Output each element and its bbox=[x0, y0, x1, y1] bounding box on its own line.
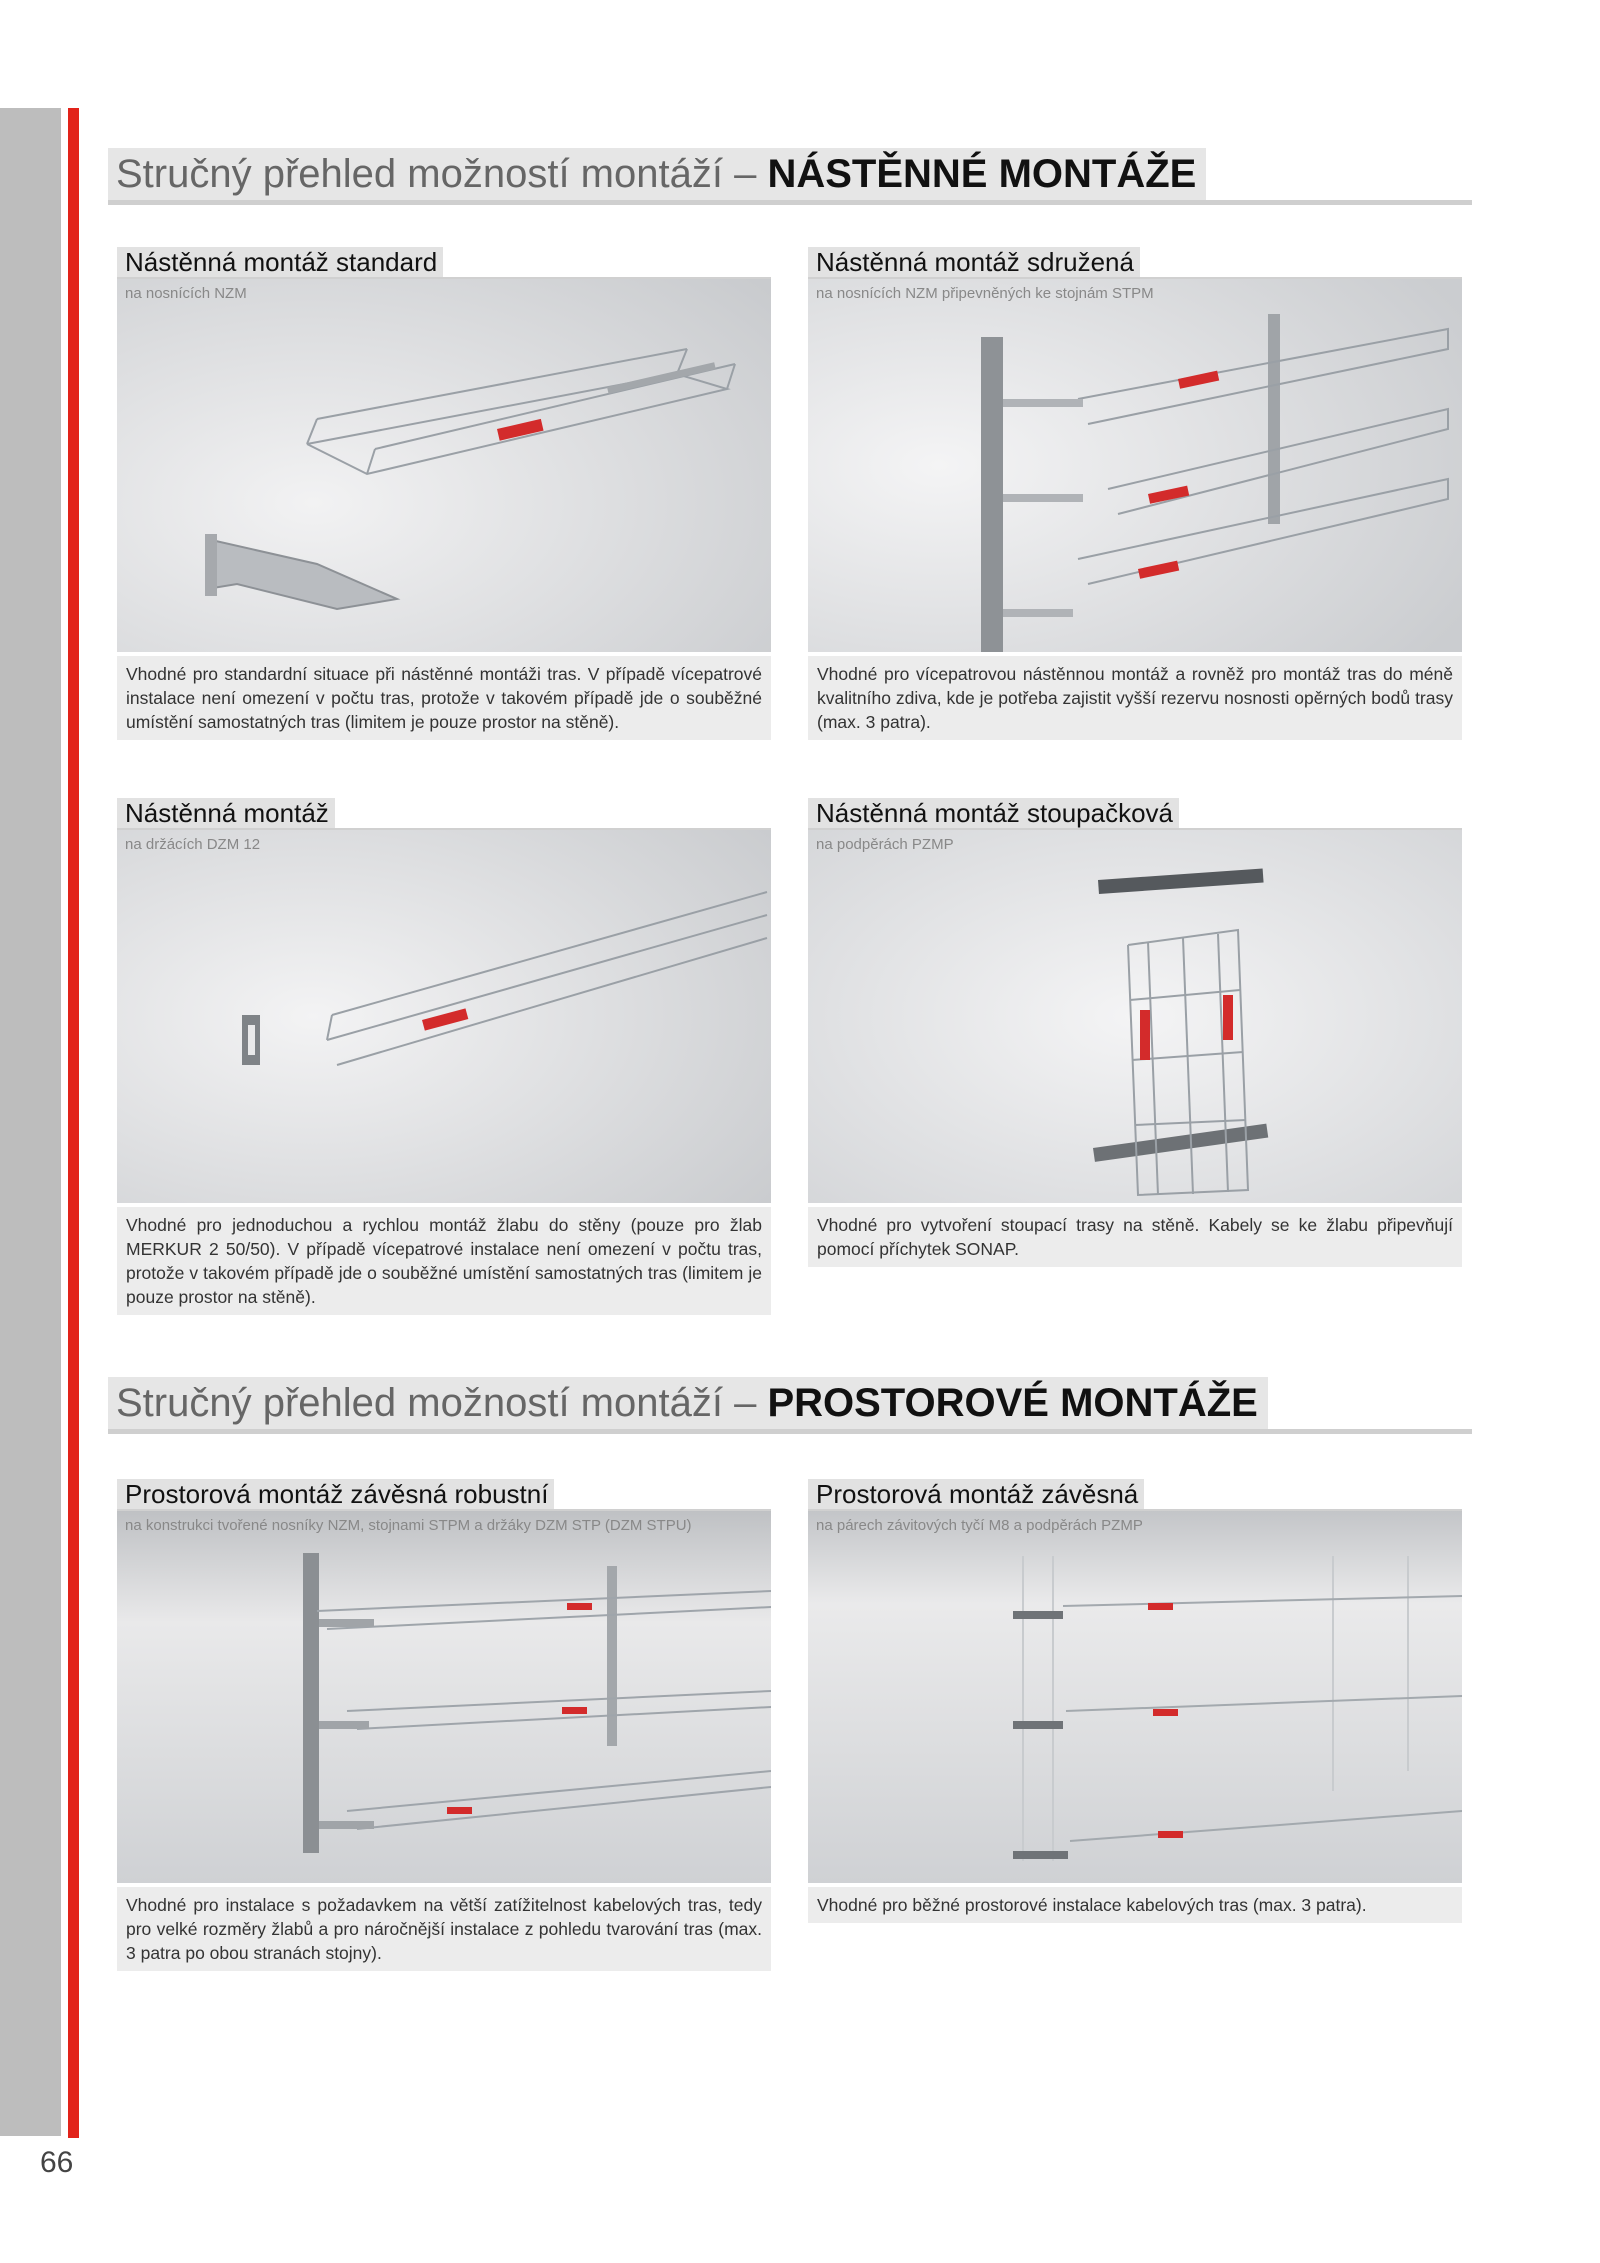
photo-space-suspended bbox=[808, 1511, 1462, 1883]
card-title-bar bbox=[117, 1479, 771, 1511]
card-description: Vhodné pro běžné prostorové instalace kabelových tras (max. 3 patra). bbox=[808, 1887, 1462, 1923]
card-description: Vhodné pro standardní situace při nástěnné montáži tras. V případě vícepatrové instalace není omezení v počtu tras, protože v takovém případě jde o souběžné umístění samostatných tras (limitem je pouze prostor na stěně). bbox=[117, 656, 771, 740]
section-heading-space-light: Stručný přehled možností montáží – bbox=[116, 1381, 768, 1425]
photo-illustration bbox=[117, 830, 771, 1203]
card-wall-combined bbox=[808, 247, 1462, 740]
photo-illustration bbox=[808, 830, 1462, 1203]
photo-illustration bbox=[808, 279, 1462, 652]
card-wall-riser bbox=[808, 798, 1462, 1267]
section-heading-wall bbox=[108, 148, 1472, 205]
card-subtitle: na nosnících NZM bbox=[125, 285, 247, 302]
card-title: Nástěnná montáž standard bbox=[117, 247, 443, 277]
section-heading-space-bold: PROSTOROVÉ MONTÁŽE bbox=[767, 1381, 1258, 1425]
photo-wall-combined bbox=[808, 279, 1462, 652]
card-description: Vhodné pro instalace s požadavkem na větší zatížitelnost kabelových tras, tedy pro velké rozměry žlabů a pro náročnější instalace z pohledu tvarování tras (max. 3 patra po obou stranách stojny). bbox=[117, 1887, 771, 1971]
section-heading-wall-pill bbox=[108, 148, 1206, 200]
card-subtitle: na párech závitových tyčí M8 a podpěrách PZMP bbox=[816, 1517, 1143, 1534]
card-subtitle: na konstrukci tvořené nosníky NZM, stojnami STPM a držáky DZM STP (DZM STPU) bbox=[125, 1517, 692, 1534]
card-title-bar bbox=[808, 247, 1462, 279]
card-title: Nástěnná montáž stoupačková bbox=[808, 798, 1179, 828]
card-space-suspended bbox=[808, 1479, 1462, 1923]
card-description: Vhodné pro vícepatrovou nástěnnou montáž a rovněž pro montáž tras do méně kvalitního zdiva, kde je potřeba zajistit vyšší rezervu nosnosti opěrných bodů trasy (max. 3 patra). bbox=[808, 656, 1462, 740]
card-description: Vhodné pro jednoduchou a rychlou montáž žlabu do stěny (pouze pro žlab MERKUR 2 50/50). V případě vícepatrové instalace není omezení v počtu tras, protože v takovém případě jde o souběžné umístění samostatných tras (limitem je pouze prostor na stěně). bbox=[117, 1207, 771, 1315]
side-bar-red bbox=[68, 108, 79, 2138]
card-subtitle: na podpěrách PZMP bbox=[816, 836, 954, 853]
photo-wall-standard bbox=[117, 279, 771, 652]
section-heading-wall-light: Stručný přehled možností montáží – bbox=[116, 152, 768, 196]
card-title-bar bbox=[808, 1479, 1462, 1511]
section-heading-wall-bold: NÁSTĚNNÉ MONTÁŽE bbox=[767, 152, 1197, 196]
card-description: Vhodné pro vytvoření stoupací trasy na stěně. Kabely se ke žlabu připevňují pomocí příchytek SONAP. bbox=[808, 1207, 1462, 1267]
card-title: Prostorová montáž závěsná robustní bbox=[117, 1479, 554, 1509]
photo-illustration bbox=[117, 1511, 771, 1883]
card-title: Prostorová montáž závěsná bbox=[808, 1479, 1144, 1509]
card-subtitle: na nosnících NZM připevněných ke stojnám STPM bbox=[816, 285, 1154, 302]
page-number: 66 bbox=[40, 2146, 74, 2179]
photo-wall-riser bbox=[808, 830, 1462, 1203]
card-title-bar bbox=[117, 247, 771, 279]
photo-illustration bbox=[117, 279, 771, 652]
section-heading-space-pill bbox=[108, 1377, 1268, 1429]
card-wall-holders bbox=[117, 798, 771, 1315]
photo-space-robust bbox=[117, 1511, 771, 1883]
photo-illustration bbox=[808, 1511, 1462, 1883]
card-wall-standard bbox=[117, 247, 771, 740]
card-space-robust bbox=[117, 1479, 771, 1971]
photo-wall-holders bbox=[117, 830, 771, 1203]
section-heading-space bbox=[108, 1377, 1472, 1434]
card-title-bar bbox=[808, 798, 1462, 830]
card-title: Nástěnná montáž sdružená bbox=[808, 247, 1140, 277]
card-subtitle: na držácích DZM 12 bbox=[125, 836, 261, 853]
card-title: Nástěnná montáž bbox=[117, 798, 335, 828]
card-title-bar bbox=[117, 798, 771, 830]
side-bar-gray bbox=[0, 108, 61, 2136]
